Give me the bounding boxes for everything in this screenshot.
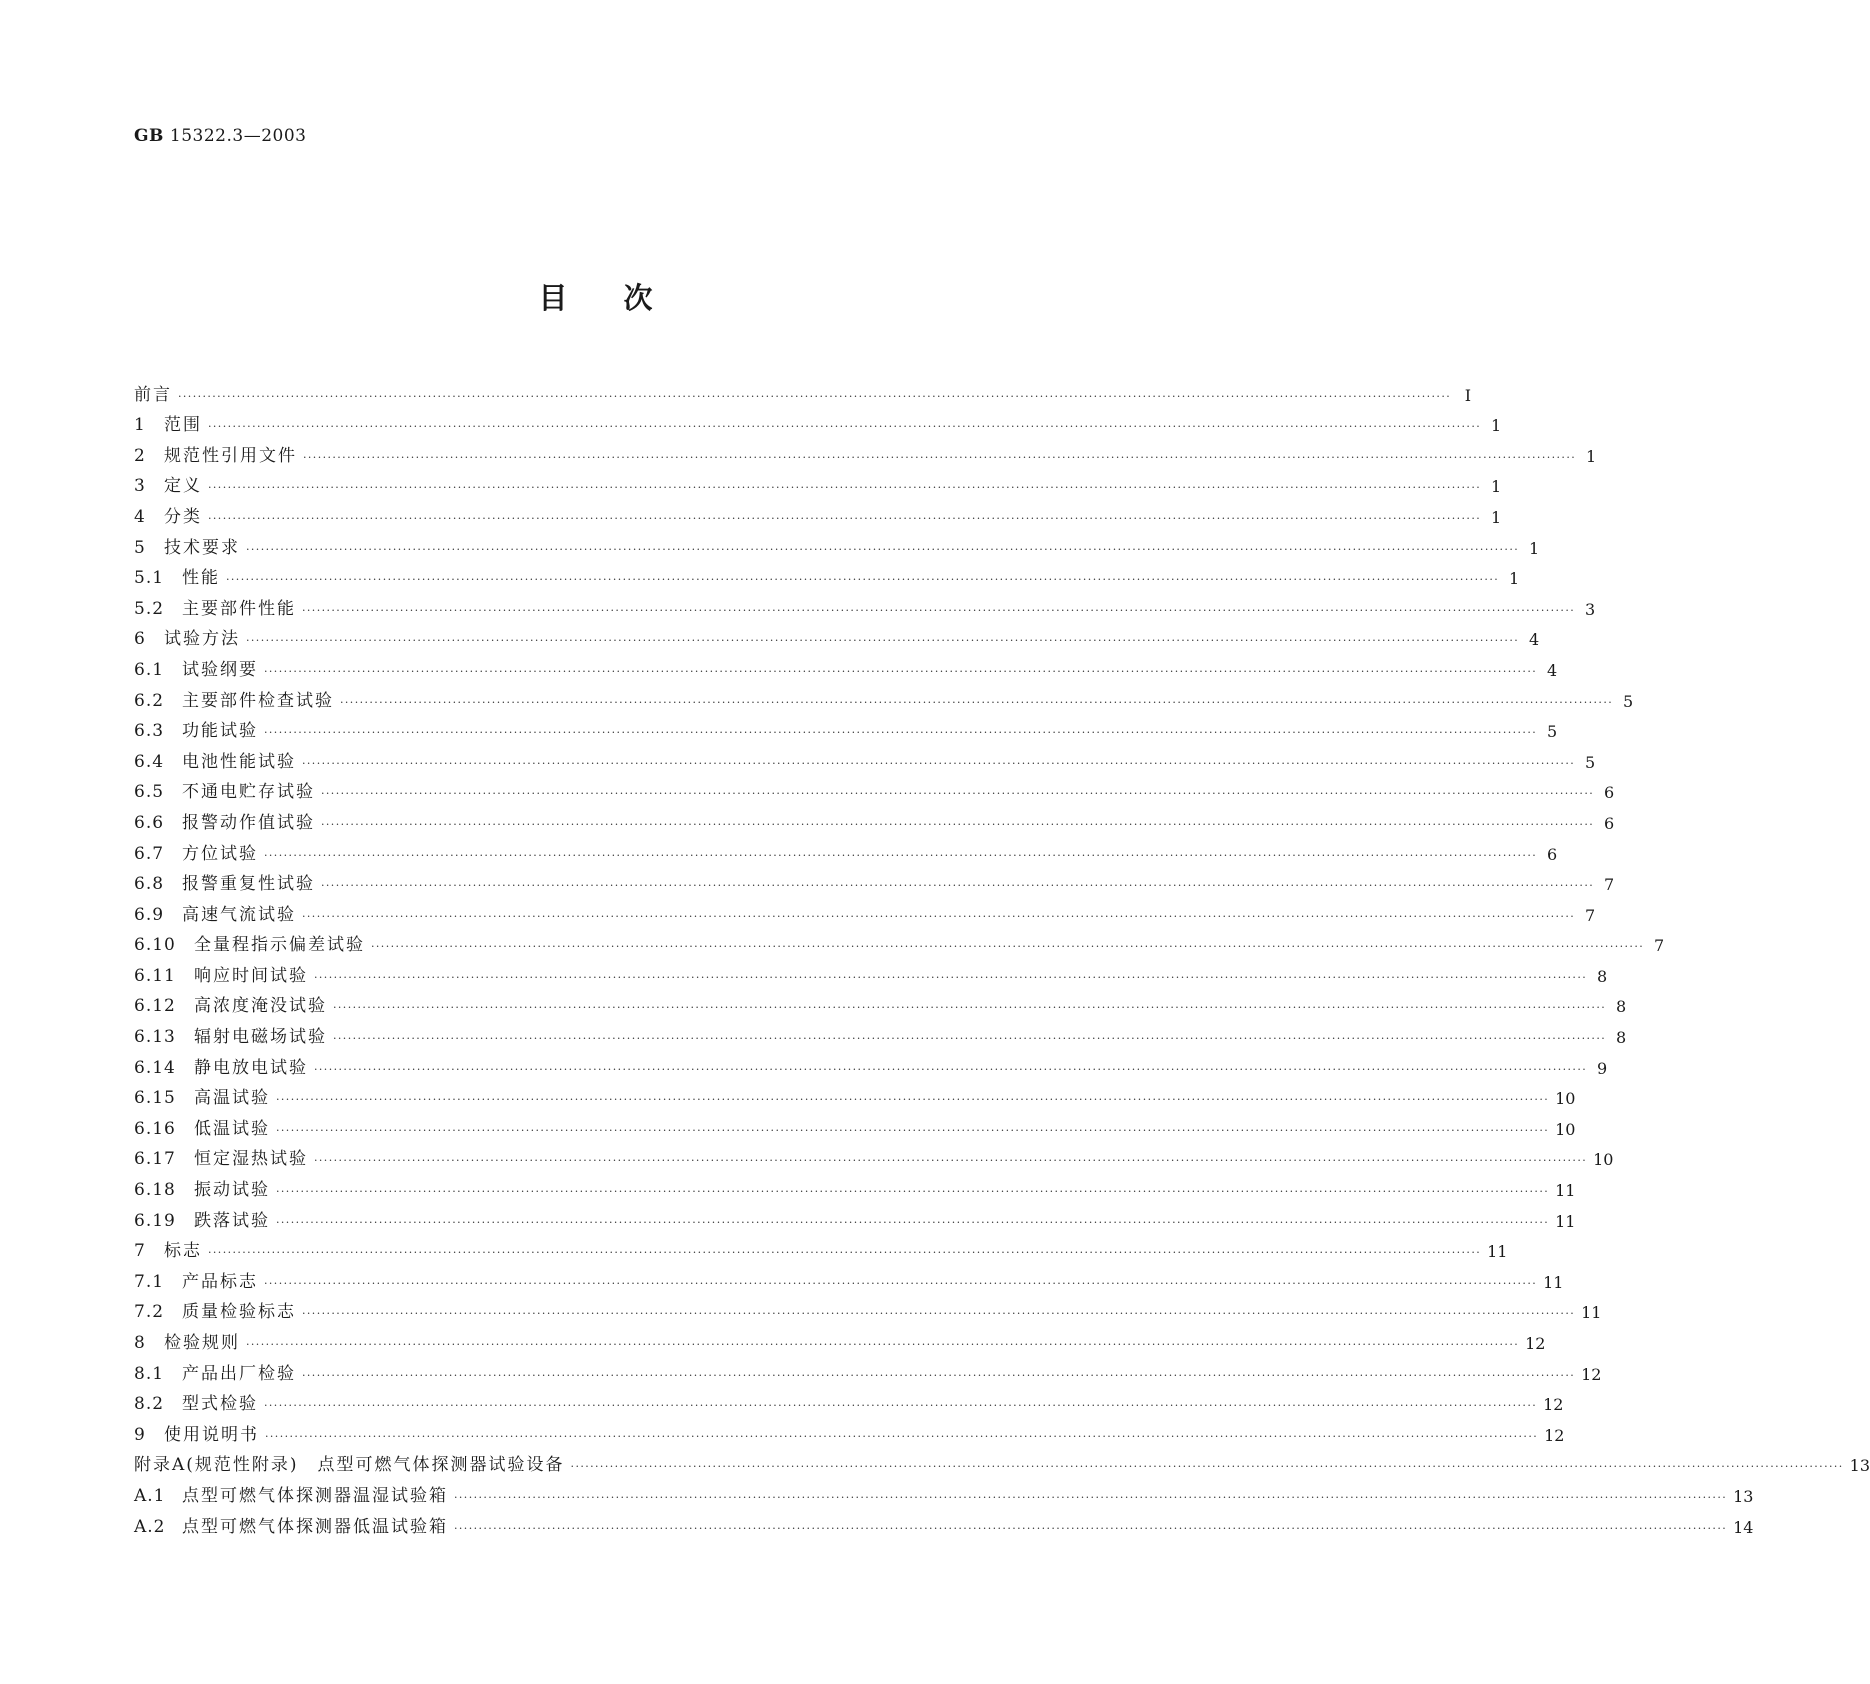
toc-entry-page: 4 — [1546, 660, 1558, 680]
toc-entry[interactable] — [134, 1506, 1754, 1537]
standard-code: 15322.3—2003 — [169, 126, 307, 146]
toc-entry[interactable] — [134, 1445, 1870, 1476]
toc-entry[interactable] — [134, 741, 1596, 772]
toc-entry-title: 振动试验 — [194, 1180, 270, 1201]
toc-leader-dots: ···································································································································································································································································· — [302, 1307, 1576, 1321]
toc-entry-number: 4 — [134, 506, 146, 527]
toc-entry-title: 恒定湿热试验 — [194, 1149, 308, 1170]
toc-entry-number: A.2 — [134, 1516, 166, 1537]
toc-entry-page: 1 — [1585, 446, 1597, 466]
toc-entry-number: 6.16 — [134, 1118, 176, 1139]
toc-entry-number: 5 — [134, 537, 146, 558]
toc-leader-dots: ···································································································································································································································································· — [178, 389, 1452, 403]
toc-entry-number: 6.10 — [134, 935, 176, 956]
toc-entry-title: 低温试验 — [194, 1118, 270, 1139]
toc-entry-title: 标志 — [164, 1241, 202, 1262]
toc-entry-page: 11 — [1555, 1181, 1576, 1201]
toc-leader-dots: ···································································································································································································································································· — [454, 1490, 1728, 1504]
toc-leader-dots: ···································································································································································································································································· — [208, 420, 1482, 434]
toc-entry-number: 6.19 — [134, 1210, 176, 1231]
toc-leader-dots: ···································································································································································································································································· — [264, 1276, 1538, 1290]
toc-entry-number: 8.2 — [134, 1394, 165, 1415]
toc-entry-page: 1 — [1490, 477, 1502, 497]
toc-entry-page: 7 — [1603, 875, 1615, 895]
toc-entry-number: 6.7 — [134, 843, 165, 864]
toc-entry[interactable] — [134, 1078, 1576, 1109]
toc-entry[interactable] — [134, 1200, 1576, 1231]
toc-entry-number: 6.15 — [134, 1088, 176, 1109]
toc-leader-dots: ···································································································································································································································································· — [303, 450, 1577, 464]
table-of-contents — [134, 374, 1870, 1537]
toc-leader-dots: ···································································································································································································································································· — [302, 909, 1576, 923]
toc-leader-dots: ···································································································································································································································································· — [321, 817, 1595, 831]
toc-entry-title: 范围 — [164, 415, 202, 436]
toc-entry-number: 6.5 — [134, 782, 165, 803]
toc-entry-page: 12 — [1525, 1334, 1546, 1353]
toc-entry-number: 5.1 — [134, 568, 165, 589]
toc-entry-page: 1 — [1490, 507, 1502, 527]
toc-entry-title: 功能试验 — [182, 721, 258, 742]
toc-entry-page: 8 — [1615, 1028, 1627, 1048]
toc-entry-page: Ⅰ — [1464, 385, 1472, 405]
toc-leader-dots: ···································································································································································································································································· — [264, 726, 1538, 740]
toc-leader-dots: ···································································································································································································································································· — [276, 1185, 1550, 1199]
toc-entry[interactable] — [134, 435, 1597, 466]
toc-leader-dots: ···································································································································································································································································· — [454, 1521, 1728, 1535]
toc-leader-dots: ···································································································································································································································································· — [208, 481, 1482, 495]
toc-leader-dots: ···································································································································································································································································· — [226, 573, 1500, 587]
toc-entry-page: 12 — [1544, 1425, 1565, 1445]
toc-entry[interactable] — [134, 527, 1540, 558]
toc-entry-number: 6.3 — [134, 721, 165, 742]
toc-leader-dots: ···································································································································································································································································· — [302, 603, 1576, 617]
toc-entry-page: 1 — [1508, 569, 1520, 589]
toc-entry-page: 11 — [1581, 1303, 1602, 1323]
toc-entry-page: 11 — [1487, 1242, 1508, 1262]
toc-entry[interactable] — [134, 1139, 1614, 1170]
toc-entry-number: 8 — [134, 1333, 146, 1353]
toc-entry-number: 2 — [134, 445, 146, 466]
toc-leader-dots: ···································································································································································································································································· — [570, 1460, 1844, 1474]
toc-leader-dots: ···································································································································································································································································· — [314, 970, 1588, 984]
toc-entry[interactable] — [134, 619, 1540, 650]
toc-entry-page: 9 — [1596, 1058, 1608, 1078]
toc-entry[interactable] — [134, 1108, 1576, 1139]
toc-leader-dots: ···································································································································································································································································· — [321, 879, 1595, 893]
toc-entry-title: 电池性能试验 — [182, 751, 296, 772]
toc-entry-title: 附录A(规范性附录) 点型可燃气体探测器试验设备 — [134, 1455, 565, 1476]
toc-entry-title: 产品出厂检验 — [182, 1363, 296, 1384]
toc-entry-title: 性能 — [182, 568, 220, 589]
toc-entry-page: 7 — [1653, 936, 1665, 956]
toc-entry[interactable] — [134, 1231, 1508, 1262]
toc-leader-dots: ···································································································································································································································································· — [321, 787, 1595, 801]
toc-entry-page: 8 — [1615, 997, 1627, 1017]
toc-entry-title: 定义 — [164, 476, 202, 497]
toc-entry-title: 高速气流试验 — [182, 904, 296, 925]
toc-leader-dots: ···································································································································································································································································· — [314, 1062, 1588, 1076]
toc-entry[interactable] — [134, 955, 1608, 986]
toc-entry[interactable] — [134, 558, 1520, 589]
toc-entry-number: 6.6 — [134, 812, 165, 833]
toc-entry-title: 静电放电试验 — [194, 1057, 308, 1078]
toc-entry[interactable] — [134, 496, 1502, 527]
toc-entry-page: 1 — [1490, 416, 1502, 436]
toc-entry-page: 3 — [1584, 599, 1596, 619]
toc-entry-page: 6 — [1603, 783, 1615, 803]
toc-entry-page: 10 — [1555, 1089, 1576, 1109]
toc-entry-page: 13 — [1733, 1486, 1754, 1506]
toc-leader-dots: ···································································································································································································································································· — [208, 1246, 1482, 1260]
toc-entry[interactable] — [134, 649, 1558, 680]
toc-entry-page: 11 — [1543, 1272, 1564, 1292]
toc-entry-page: 5 — [1584, 752, 1596, 772]
toc-leader-dots: ···································································································································································································································································· — [333, 1032, 1607, 1046]
toc-leader-dots: ···································································································································································································································································· — [276, 1215, 1550, 1229]
toc-entry-page: 4 — [1528, 630, 1540, 650]
toc-entry-title: 方位试验 — [182, 843, 258, 864]
toc-entry[interactable] — [134, 1292, 1602, 1323]
toc-entry-title: 产品标志 — [182, 1271, 258, 1292]
standard-prefix: GB — [134, 126, 164, 146]
toc-entry-title: 高浓度淹没试验 — [194, 996, 327, 1017]
toc-entry-title: 质量检验标志 — [182, 1302, 296, 1323]
toc-leader-dots: ···································································································································································································································································· — [265, 1429, 1539, 1443]
toc-entry-page: 14 — [1733, 1517, 1754, 1537]
toc-entry-title: 高温试验 — [194, 1088, 270, 1109]
toc-leader-dots: ···································································································································································································································································· — [333, 1001, 1607, 1015]
toc-entry-number: 6.1 — [134, 659, 165, 680]
toc-entry[interactable] — [134, 1322, 1546, 1353]
toc-leader-dots: ···································································································································································································································································· — [208, 511, 1482, 525]
toc-entry-number: 6.11 — [134, 965, 176, 986]
standard-number — [134, 126, 306, 146]
toc-leader-dots: ···································································································································································································································································· — [276, 1123, 1550, 1137]
toc-entry-number: 6.9 — [134, 904, 165, 925]
toc-entry[interactable] — [134, 405, 1502, 436]
toc-entry-page: 12 — [1581, 1364, 1602, 1384]
toc-leader-dots: ···································································································································································································································································· — [264, 1399, 1538, 1413]
toc-entry-number: 6.13 — [134, 1027, 176, 1048]
toc-leader-dots: ···································································································································································································································································· — [276, 1093, 1550, 1107]
toc-entry-number: 6.17 — [134, 1149, 176, 1170]
toc-entry-title: 规范性引用文件 — [164, 445, 297, 466]
toc-entry-title: 点型可燃气体探测器低温试验箱 — [182, 1516, 448, 1537]
toc-entry-number: 7.1 — [134, 1271, 165, 1292]
toc-entry[interactable] — [134, 1384, 1564, 1415]
toc-entry[interactable] — [134, 925, 1665, 956]
toc-leader-dots: ···································································································································································································································································· — [340, 695, 1614, 709]
toc-entry-page: 11 — [1555, 1211, 1576, 1231]
toc-leader-dots: ···································································································································································································································································· — [371, 940, 1645, 954]
toc-entry-number: 6.4 — [134, 751, 165, 772]
toc-entry-title: 不通电贮存试验 — [182, 782, 315, 803]
toc-entry-title: 报警重复性试验 — [182, 874, 315, 895]
toc-entry[interactable] — [134, 466, 1502, 497]
toc-entry-title: 技术要求 — [164, 537, 240, 558]
toc-entry-page: 10 — [1555, 1119, 1576, 1139]
toc-entry-page: 6 — [1546, 844, 1558, 864]
toc-entry-title: 型式检验 — [182, 1394, 258, 1415]
toc-entry-number: 6.2 — [134, 690, 165, 711]
toc-entry-number: 6.8 — [134, 874, 165, 895]
toc-entry-number: 7 — [134, 1241, 146, 1262]
toc-leader-dots: ···································································································································································································································································· — [246, 634, 1520, 648]
toc-leader-dots: ···································································································································································································································································· — [264, 848, 1538, 862]
toc-entry-number: 9 — [134, 1424, 146, 1445]
toc-entry[interactable] — [134, 833, 1558, 864]
toc-entry-title: 跌落试验 — [194, 1210, 270, 1231]
toc-entry[interactable] — [134, 1047, 1608, 1078]
toc-entry[interactable] — [134, 1475, 1754, 1506]
toc-entry[interactable] — [134, 588, 1596, 619]
toc-entry[interactable] — [134, 680, 1634, 711]
toc-entry-page: 5 — [1622, 691, 1634, 711]
toc-entry[interactable] — [134, 1261, 1564, 1292]
toc-entry-title: 分类 — [164, 506, 202, 527]
toc-leader-dots: ···································································································································································································································································· — [264, 664, 1538, 678]
toc-entry-number: 6.14 — [134, 1057, 176, 1078]
toc-entry-page: 6 — [1603, 813, 1615, 833]
toc-entry-title: 使用说明书 — [164, 1424, 259, 1445]
toc-entry-number: 5.2 — [134, 598, 165, 619]
toc-leader-dots: ···································································································································································································································································· — [314, 1154, 1588, 1168]
toc-entry-page: 1 — [1528, 538, 1540, 558]
toc-entry-number: 7.2 — [134, 1302, 165, 1323]
toc-entry-title: 点型可燃气体探测器温湿试验箱 — [182, 1485, 448, 1506]
toc-entry-page: 7 — [1584, 905, 1596, 925]
toc-entry-page: 10 — [1593, 1150, 1614, 1170]
toc-entry-page: 12 — [1543, 1395, 1564, 1415]
toc-entry-title: 辐射电磁场试验 — [194, 1027, 327, 1048]
toc-entry-number: 1 — [134, 415, 146, 436]
toc-entry-number: 8.1 — [134, 1363, 165, 1384]
toc-entry[interactable] — [134, 711, 1558, 742]
toc-entry[interactable] — [134, 802, 1615, 833]
toc-entry[interactable] — [134, 1016, 1627, 1048]
toc-entry-number: 6.18 — [134, 1180, 176, 1201]
toc-entry-number: 6 — [134, 629, 146, 650]
toc-entry-number: 6.12 — [134, 996, 176, 1017]
toc-entry-title: 主要部件性能 — [182, 598, 296, 619]
toc-entry-page: 13 — [1849, 1456, 1870, 1476]
toc-entry-title: 主要部件检查试验 — [182, 690, 334, 711]
toc-entry[interactable] — [134, 1353, 1602, 1384]
toc-entry[interactable] — [134, 1169, 1576, 1201]
toc-entry[interactable] — [134, 1414, 1565, 1445]
toc-entry-title: 检验规则 — [164, 1333, 240, 1353]
toc-entry[interactable] — [134, 894, 1596, 925]
toc-entry-title: 前言 — [134, 384, 172, 405]
toc-entry[interactable] — [134, 374, 1472, 405]
toc-entry-title: 响应时间试验 — [194, 965, 308, 986]
toc-entry-title: 试验纲要 — [182, 659, 258, 680]
toc-entry-page: 8 — [1596, 966, 1608, 986]
toc-entry-number: 3 — [134, 476, 146, 497]
toc-entry[interactable] — [134, 986, 1627, 1017]
toc-entry[interactable] — [134, 864, 1615, 895]
toc-entry-title: 报警动作值试验 — [182, 812, 315, 833]
toc-entry-title: 全量程指示偏差试验 — [194, 935, 365, 956]
toc-entry-number: A.1 — [134, 1485, 166, 1506]
toc-entry-page: 5 — [1546, 722, 1558, 742]
toc-leader-dots: ···································································································································································································································································· — [246, 1338, 1520, 1351]
toc-leader-dots: ···································································································································································································································································· — [302, 756, 1576, 770]
toc-entry-title: 试验方法 — [164, 629, 240, 650]
toc-title: 目次 — [538, 281, 709, 315]
toc-entry[interactable] — [134, 772, 1615, 803]
toc-leader-dots: ···································································································································································································································································· — [302, 1368, 1576, 1382]
toc-leader-dots: ···································································································································································································································································· — [246, 542, 1520, 556]
